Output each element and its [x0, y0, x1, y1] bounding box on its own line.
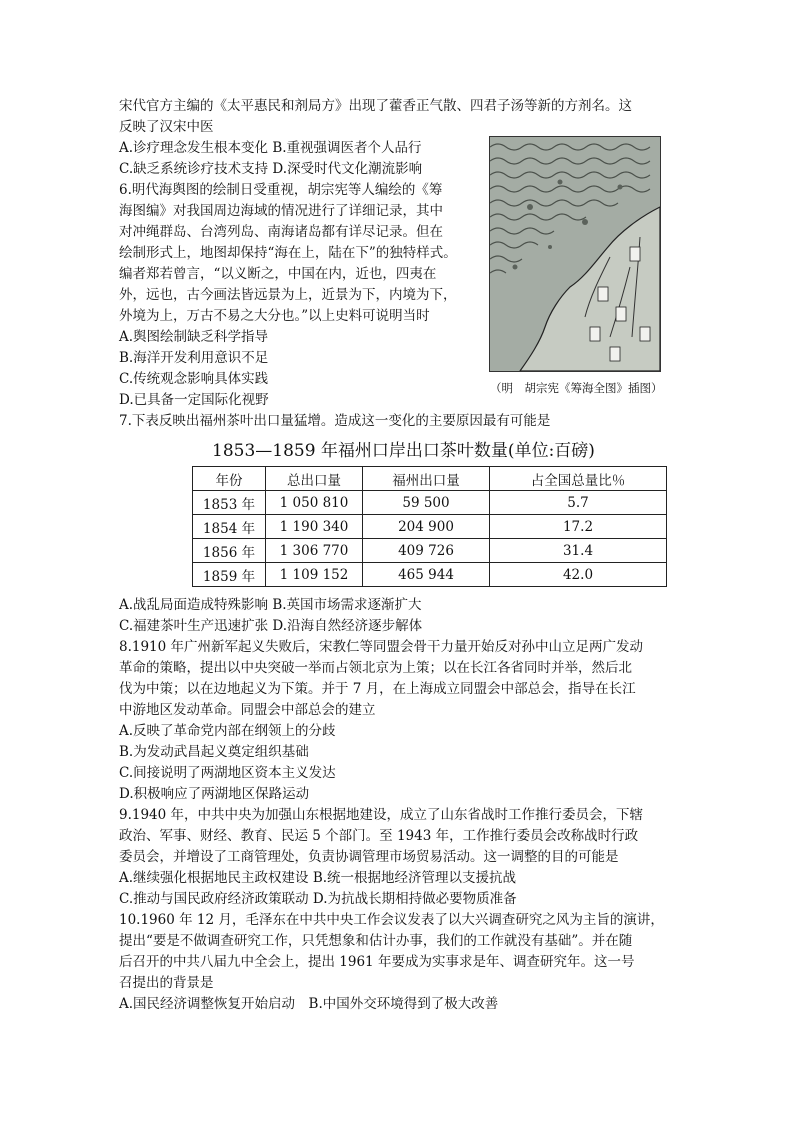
map-caption: （明 胡宗宪《筹海全图》插图） — [490, 381, 663, 395]
q5-options-cd: C.缺乏系统诊疗技术支持 D.深受时代文化潮流影响 — [119, 161, 423, 177]
q7-stem: 7.下表反映出福州茶叶出口量猛增。造成这一变化的主要原因最有可能是 — [119, 413, 551, 429]
cell-total: 1 050 810 — [266, 491, 363, 515]
q10-stem-line-2: 提出“要是不做调查研究工作，只凭想象和估计办事，我们的工作就没有基础”。并在随 — [119, 933, 633, 949]
q9-options-cd: C.推动与国民政府经济政策联动 D.为抗战长期相持做必要物质准备 — [119, 891, 517, 907]
q6-option-c: C.传统观念影响具体实践 — [119, 371, 269, 387]
header-total-export: 总出口量 — [266, 467, 363, 491]
historical-map-image — [489, 136, 661, 372]
q6-stem-line-7: 外境为上，万古不易之大分也。”以上史料可说明当时 — [119, 308, 430, 324]
q8-stem-line-1: 8.1910 年广州新军起义失败后，宋教仁等同盟会骨干力量开始反对孙中山立足两广发动 — [119, 639, 644, 655]
q5-options-ab: A.诊疗理念发生根本变化 B.重视强调医者个人品行 — [119, 140, 422, 156]
q6-stem-line-6: 外，远也，古今画法皆远景为上，近景为下，内境为下， — [119, 287, 457, 303]
cell-share: 31.4 — [490, 539, 667, 563]
q9-stem-line-1: 9.1940 年，中共中央为加强山东根据地建设，成立了山东省战时工作推行委员会，下辖 — [119, 807, 644, 823]
q6-option-d: D.已具备一定国际化视野 — [119, 392, 269, 408]
q8-stem-line-2: 革命的策略，提出以中央突破一举而占领北京为上策；以在长江各省同时并举，然后北 — [119, 660, 632, 676]
cell-fuzhou: 204 900 — [363, 515, 490, 539]
cell-share: 17.2 — [490, 515, 667, 539]
table-row — [193, 515, 667, 539]
q8-option-a: A.反映了革命党内部在纲领上的分歧 — [119, 723, 336, 739]
cell-total: 1 190 340 — [266, 515, 363, 539]
cell-year: 1856 年 — [193, 539, 266, 563]
q8-stem-line-3: 伐为中策；以在边地起义为下策。并于 7 月，在上海成立同盟会中部总会，指导在长江 — [119, 681, 636, 697]
header-national-share: 占全国总量比％ — [490, 467, 667, 491]
q9-options-ab: A.继续强化根据地民主政权建设 B.统一根据地经济管理以支援抗战 — [119, 870, 517, 886]
cell-share: 5.7 — [490, 491, 667, 515]
cell-fuzhou: 59 500 — [363, 491, 490, 515]
q10-stem-line-4: 召提出的背景是 — [119, 975, 214, 991]
q8-option-d: D.积极响应了两湖地区保路运动 — [119, 786, 310, 802]
q5-stem-line-2: 反映了汉宋中医 — [119, 119, 214, 135]
q9-stem-line-2: 政治、军事、财经、教育、民运 5 个部门。至 1943 年，工作推行委员会改称战时行政 — [119, 828, 639, 844]
q6-stem-line-4: 绘制形式上，地图却保持“海在上，陆在下”的独特样式。 — [119, 245, 457, 261]
cell-total: 1 109 152 — [266, 563, 363, 587]
q8-option-b: B.为发动武昌起义奠定组织基础 — [119, 744, 309, 760]
q8-option-c: C.间接说明了两湖地区资本主义发达 — [119, 765, 336, 781]
cell-fuzhou: 465 944 — [363, 563, 490, 587]
q7-options-cd: C.福建茶叶生产迅速扩张 D.沿海自然经济逐步解体 — [119, 618, 423, 634]
q6-option-b: B.海洋开发利用意识不足 — [119, 350, 269, 366]
q10-options-ab: A.国民经济调整恢复开始启动 B.中国外交环境得到了极大改善 — [119, 996, 499, 1012]
cell-fuzhou: 409 726 — [363, 539, 490, 563]
cell-year: 1853 年 — [193, 491, 266, 515]
q6-stem-line-3: 对冲绳群岛、台湾列岛、南海诸岛都有详尽记录。但在 — [119, 224, 443, 240]
table-title: 1853—1859 年福州口岸出口茶叶数量(单位:百磅) — [212, 441, 595, 461]
q6-stem-line-5: 编者郑若曾言，“以义断之，中国在内，近也，四夷在 — [119, 266, 437, 282]
q6-option-a: A.舆图绘制缺乏科学指导 — [119, 329, 269, 345]
q8-stem-line-4: 中游地区发动革命。同盟会中部总会的建立 — [119, 702, 376, 718]
cell-share: 42.0 — [490, 563, 667, 587]
cell-year: 1859 年 — [193, 563, 266, 587]
table-row — [193, 563, 667, 587]
q6-stem-line-1: 6.明代海舆图的绘制日受重视，胡宗宪等人编绘的《筹 — [119, 182, 443, 198]
table-row — [193, 491, 667, 515]
cell-total: 1 306 770 — [266, 539, 363, 563]
cell-year: 1854 年 — [193, 515, 266, 539]
tea-export-table — [192, 466, 667, 587]
header-fuzhou-export: 福州出口量 — [363, 467, 490, 491]
table-header-row — [193, 467, 667, 491]
table-row — [193, 539, 667, 563]
q6-stem-line-2: 海图编》对我国周边海域的情况进行了详细记录，其中 — [119, 203, 443, 219]
header-year: 年份 — [193, 467, 266, 491]
q5-stem-line-1: 宋代官方主编的《太平惠民和剂局方》出现了藿香正气散、四君子汤等新的方剂名。这 — [119, 98, 632, 114]
q9-stem-line-3: 委员会，并增设了工商管理处，负责协调管理市场贸易活动。这一调整的目的可能是 — [119, 849, 619, 865]
q7-options-ab: A.战乱局面造成特殊影响 B.英国市场需求逐渐扩大 — [119, 597, 422, 613]
q10-stem-line-1: 10.1960 年 12 月，毛泽东在中共中央工作会议发表了以大兴调查研究之风为主旨的演讲， — [119, 912, 664, 928]
q10-stem-line-3: 后召开的中共八届九中全会上，提出 1961 年要成为实事求是年、调查研究年。这一号 — [119, 954, 635, 970]
map-drawing — [490, 137, 660, 371]
